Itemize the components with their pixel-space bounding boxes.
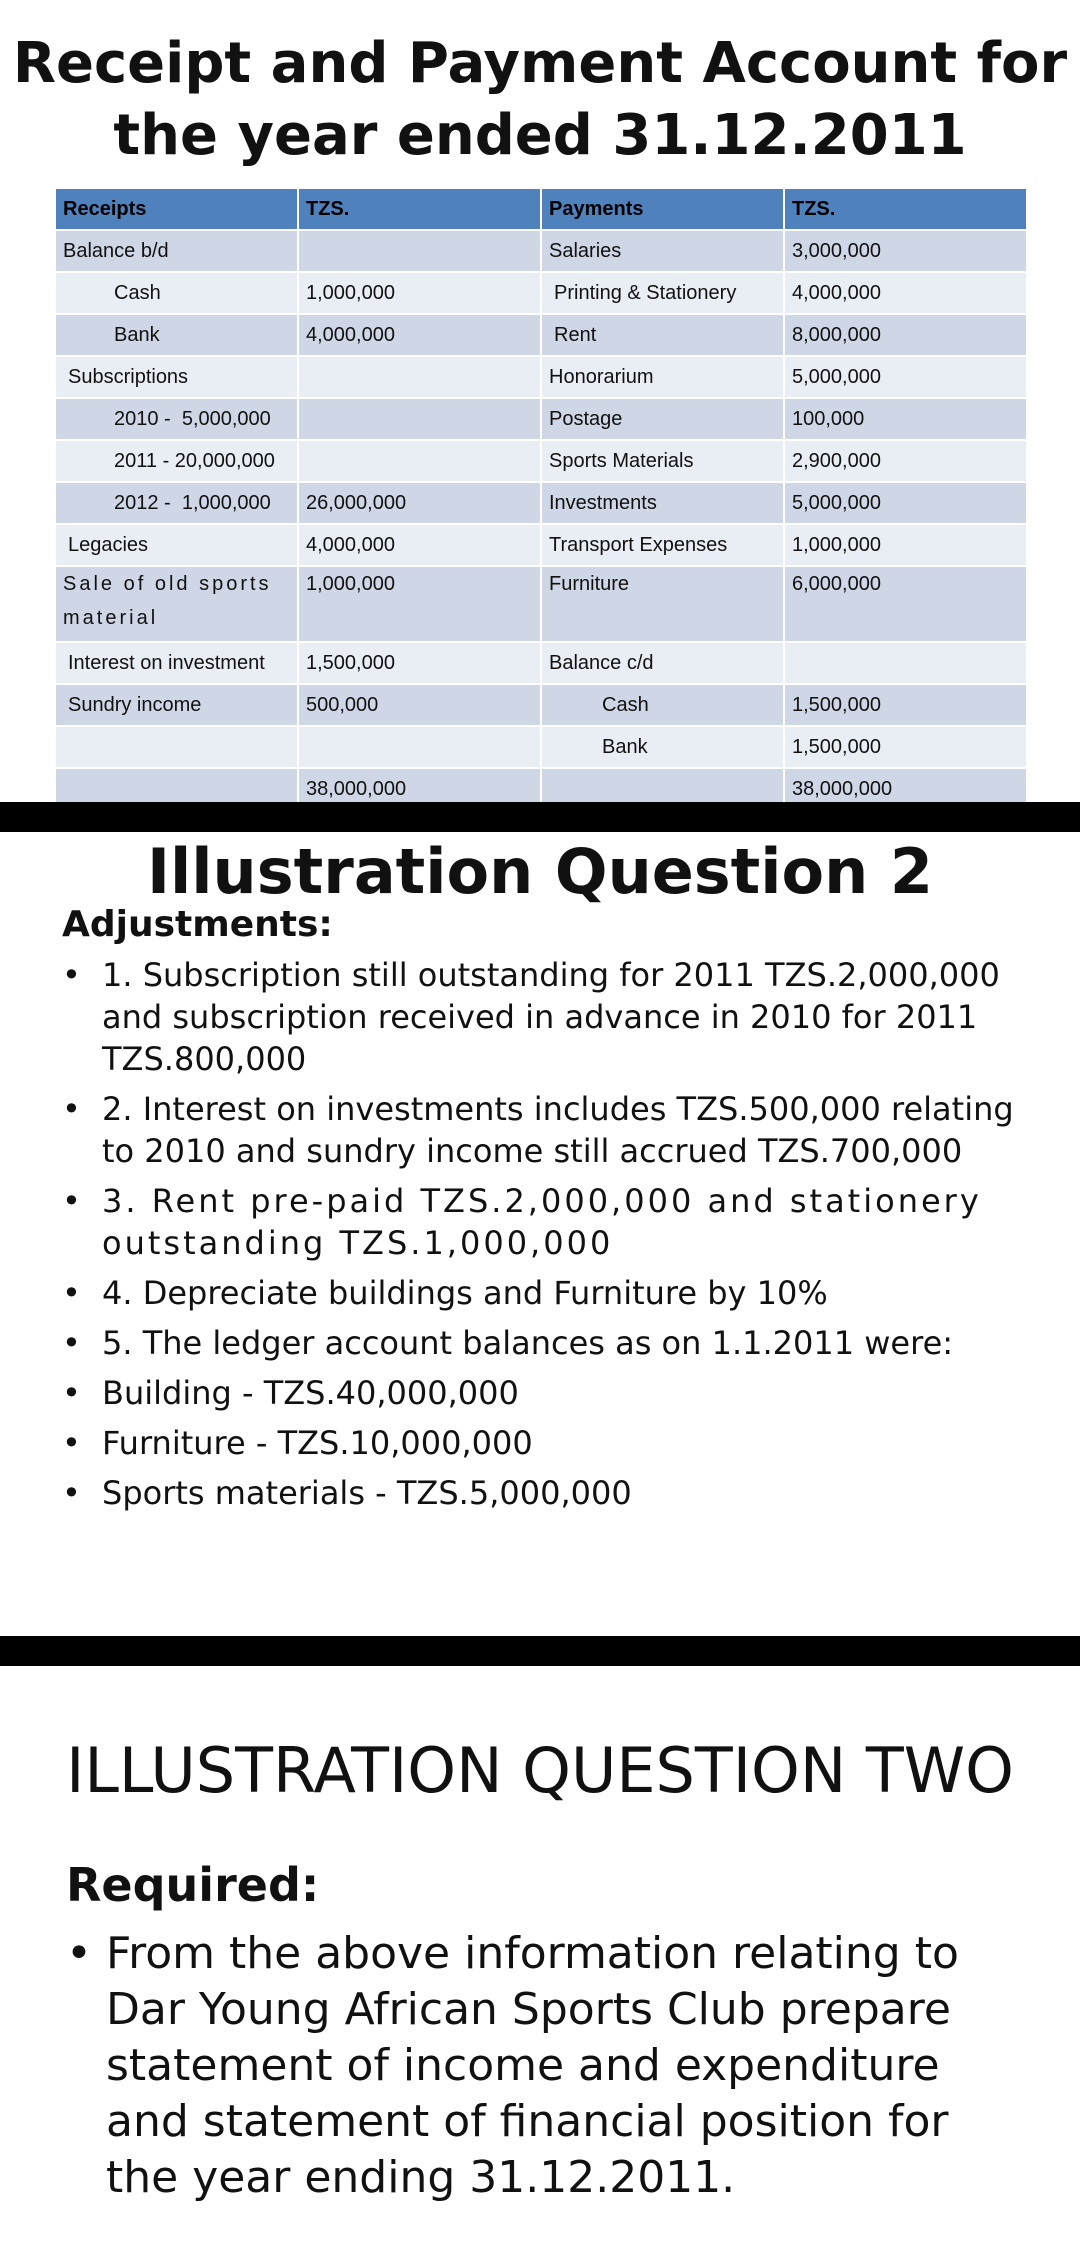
table-row: [55, 440, 1027, 482]
payment-amount: 8,000,000: [784, 314, 1027, 356]
payment-amount: 3,000,000: [784, 230, 1027, 272]
payment-amount: 4,000,000: [784, 272, 1027, 314]
list-item: [62, 954, 1022, 1080]
payment-label: Transport Expenses: [541, 524, 784, 566]
payment-label: Salaries: [541, 230, 784, 272]
payment-amount: 100,000: [784, 398, 1027, 440]
receipt-label: Sale of old sports material: [55, 566, 298, 642]
receipt-label: [55, 768, 298, 802]
list-item: [62, 1372, 1022, 1414]
table-row: [55, 482, 1027, 524]
payment-label: Sports Materials: [541, 440, 784, 482]
receipt-total: 38,000,000: [298, 768, 541, 802]
payment-label: Furniture: [541, 566, 784, 642]
payment-label: Printing & Stationery: [541, 272, 784, 314]
receipt-amount: 26,000,000: [298, 482, 541, 524]
list-item-text: 4. Depreciate buildings and Furniture by 10%: [102, 1274, 828, 1312]
bullet-icon: •: [62, 1424, 81, 1462]
receipt-amount: 500,000: [298, 684, 541, 726]
table-row: [55, 398, 1027, 440]
list-item: [62, 1088, 1022, 1172]
table-row: [55, 684, 1027, 726]
bullet-icon: •: [62, 1274, 81, 1312]
receipt-amount: [298, 398, 541, 440]
list-item: [62, 1422, 1022, 1464]
bullet-icon: •: [62, 956, 81, 994]
receipt-label: Cash: [55, 272, 298, 314]
required-heading: Required:: [66, 1858, 320, 1912]
receipt-payment-table: [54, 187, 1028, 802]
table-header-row: [55, 188, 1027, 230]
slide-title: Illustration Question 2: [146, 835, 934, 908]
table-total-row: [55, 768, 1027, 802]
receipt-label: Interest on investment: [55, 642, 298, 684]
payment-label: Postage: [541, 398, 784, 440]
title-line-1: Receipt and Payment Account for: [12, 31, 1068, 96]
list-item-text: Furniture - TZS.10,000,000: [102, 1424, 533, 1462]
table-row: [55, 356, 1027, 398]
list-item-text: 2. Interest on investments includes TZS.500,000 relating to 2010 and sundry income still accrued TZS.700,000: [102, 1090, 1014, 1170]
bullet-icon: •: [62, 1324, 81, 1362]
bullet-icon: •: [66, 1928, 92, 1979]
payment-amount: 1,500,000: [784, 726, 1027, 768]
list-item: [62, 1472, 1022, 1514]
table-row: [55, 524, 1027, 566]
bullet-icon: •: [62, 1090, 81, 1128]
payment-amount: 2,900,000: [784, 440, 1027, 482]
receipt-label: [55, 726, 298, 768]
table-row: [55, 566, 1027, 642]
receipt-amount: 1,000,000: [298, 566, 541, 642]
adjustments-heading: Adjustments:: [62, 904, 333, 945]
table-row: [55, 726, 1027, 768]
payment-amount: 5,000,000: [784, 482, 1027, 524]
payment-amount: 1,500,000: [784, 684, 1027, 726]
header-payments-amount: TZS.: [784, 188, 1027, 230]
bullet-icon: •: [62, 1182, 84, 1220]
list-item-text: 1. Subscription still outstanding for 2011 TZS.2,000,000 and subscription received in advance in 2010 for 2011 TZS.800,000: [102, 956, 1000, 1078]
slide-adjustments: [0, 832, 1080, 1636]
receipt-label: Sundry income: [55, 684, 298, 726]
adjustments-list: [62, 954, 1022, 1522]
header-receipts-amount: TZS.: [298, 188, 541, 230]
receipt-amount: 4,000,000: [298, 524, 541, 566]
payment-label: Cash: [541, 684, 784, 726]
required-item: [66, 1926, 1026, 2206]
receipt-label: Subscriptions: [55, 356, 298, 398]
receipt-amount: [298, 726, 541, 768]
payment-label: Bank: [541, 726, 784, 768]
receipt-amount: 4,000,000: [298, 314, 541, 356]
receipt-label: Legacies: [55, 524, 298, 566]
receipt-amount: 1,500,000: [298, 642, 541, 684]
list-item-text: Building - TZS.40,000,000: [102, 1374, 519, 1412]
slide-separator: [0, 802, 1080, 832]
payment-total: 38,000,000: [784, 768, 1027, 802]
slide-title: [0, 28, 1080, 172]
bullet-icon: •: [62, 1474, 81, 1512]
slide-receipt-payment: [0, 0, 1080, 802]
payment-amount: 1,000,000: [784, 524, 1027, 566]
receipt-label: Bank: [55, 314, 298, 356]
payment-label: Investments: [541, 482, 784, 524]
payment-amount: 5,000,000: [784, 356, 1027, 398]
header-payments: Payments: [541, 188, 784, 230]
list-item: [62, 1272, 1022, 1314]
list-item-text: 5. The ledger account balances as on 1.1.2011 were:: [102, 1324, 954, 1362]
payment-amount: [784, 642, 1027, 684]
title-line-2: the year ended 31.12.2011: [113, 103, 967, 168]
receipt-label: 2010 - 5,000,000: [55, 398, 298, 440]
list-item-text: Sports materials - TZS.5,000,000: [102, 1474, 632, 1512]
receipt-amount: [298, 230, 541, 272]
header-receipts: Receipts: [55, 188, 298, 230]
receipt-label: 2011 - 20,000,000: [55, 440, 298, 482]
slide-title: ILLUSTRATION QUESTION TWO: [66, 1734, 1014, 1807]
receipt-amount: 1,000,000: [298, 272, 541, 314]
payment-label: Honorarium: [541, 356, 784, 398]
receipt-label: 2012 - 1,000,000: [55, 482, 298, 524]
table-row: [55, 272, 1027, 314]
list-item-text: 3. Rent pre-paid TZS.2,000,000 and stationery outstanding TZS.1,000,000: [102, 1182, 982, 1262]
payment-label: Balance c/d: [541, 642, 784, 684]
list-item: [62, 1180, 1022, 1264]
receipt-amount: [298, 356, 541, 398]
receipt-amount: [298, 440, 541, 482]
table-row: [55, 230, 1027, 272]
receipt-label: Balance b/d: [55, 230, 298, 272]
required-text: From the above information relating to Dar Young African Sports Club prepare statement of income and expenditure and statement of financial position for the year ending 31.12.2011.: [106, 1928, 959, 2203]
list-item: [62, 1322, 1022, 1364]
table-row: [55, 314, 1027, 356]
bullet-icon: •: [62, 1374, 81, 1412]
payment-amount: 6,000,000: [784, 566, 1027, 642]
slide-required: [0, 1666, 1080, 2256]
payment-label: Rent: [541, 314, 784, 356]
table-row: [55, 642, 1027, 684]
slide-separator: [0, 1636, 1080, 1666]
payment-label: [541, 768, 784, 802]
